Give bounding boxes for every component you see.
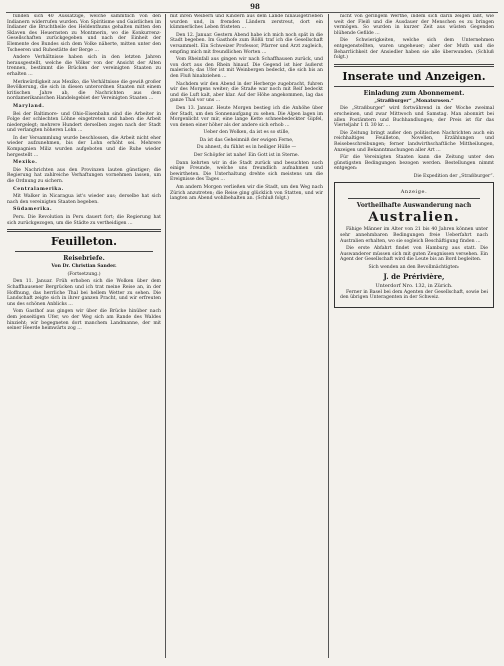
page-number: 98 [250, 2, 260, 11]
section-heading-mexiko: Mexiko. [13, 160, 38, 166]
column-rule-2 [328, 14, 329, 658]
feuilleton-heading: Feuilleton. [51, 235, 117, 249]
paragraph: Nachdem wir den Abend in der Herberge zugebracht, fuhren wir des Morgens weiter; die Straße war noch mit Reif bedeckt und die Luft kalt, aber klar. Auf der Höhe angekommen, lag das ganze Thal vor uns … [170, 81, 323, 104]
poem-line: Da ist das Geheimniß der ewigen Ferne, [199, 137, 294, 143]
paragraph: Vom Gasthof aus gingen wir über die Brücke hinüber nach dem jenseitigen Ufer, wo der Weg sich am Rande des Waldes hinzieht; wir begegneten dort manchem Landmanne, der mit seiner Heerde heimwärts zog … [7, 309, 161, 332]
advert-subtitle: Vortheilhafte Auswanderung nach [356, 202, 472, 210]
paragraph: Die Schwierigkeiten, welche sich dem Unternehmen entgegenstellten, waren ungeheuer; aber der Muth und die Beharrlichkeit der Ansiedler haben sie alle überwunden. (Schluß folgt.) [334, 38, 494, 61]
poem-line: Ueber den Wolken, da ist es so stille, [203, 130, 290, 136]
paragraph: mit ihren Weibern und Kindern aus dem Lande hinausgetrieben wurden und, in fremden Ländern zerstreut, dort ein kümmerliches Leben fristeten … [170, 14, 323, 31]
divider [348, 198, 480, 199]
paragraph: Den 12. Januar. Gestern Abend habe ich mich noch spät in die Stadt begeben. Im Gasthofe zum Rößli traf ich die Gesellschaft versammelt. Ein Schweizer Professor, Pfarrer und Arzt zugleich, empfing mich mit freundlichen Worten … [170, 32, 323, 55]
section-heading-centralamerika: Centralamerika. [13, 186, 64, 192]
paragraph: nicht von geringem Werthe, indem sich darin zeigen läßt, wie weit der Fleiß und die Ausdauer der Menschen es zu bringen vermögen. So wurden in kurzer Zeit aus wüsten Gegenden blühende Gefilde … [334, 14, 494, 36]
paragraph: Merkwürdigkeit aus Mexiko, die Verhältnisse die gewiß großer Bevölkerung, die sich in diesen unterordnen Staaten mit einem kritischen Jahre ab, die Nachrichten aus dem nordamerikanischen Handelsgebiet der Vereinigten Staaten … [7, 79, 161, 102]
paragraph: Mit Walker in Nicaragua ist's wieder aus; derselbe hat sich nach den vereinigten Staaten begeben. [7, 194, 161, 205]
column-2 [170, 14, 323, 658]
signature: Die Expedition der „Straßburger“. [413, 173, 494, 179]
agent-address: Unterdorf Nro. 132, in Zürich. [375, 282, 453, 289]
paragraph: Andere Verhältnisse haben sich in den letzten Jahren herausgestellt, welche die Völker von der Ansicht der Alten trennen, bestimmt die Brücken der vereinigten Staaten zu erhalten … [7, 55, 161, 77]
paragraph: Dann kehrten wir in die Stadt zurück und besuchten noch einige Freunde, welche uns freundlich aufnahmen und bewirtheten. Die Unterhaltung drehte sich meistens um die Ereignisse des Tages … [170, 160, 323, 183]
paragraph: Ferner in Basel bei dem Agenten der Gesellschaft, sowie bei den übrigen Unteragenten in der Schweiz. [340, 289, 488, 301]
paragraph: Am andern Morgen verließen wir die Stadt, um den Weg nach Zürich anzutreten; die Reise ging glücklich von Statten, und wir langten am Abend wohlbehalten an. (Schluß folgt.) [170, 185, 323, 202]
section-rule [334, 64, 494, 67]
poem-line: Du ahnest, du fühlst es in heiliger Hülle — [196, 145, 297, 151]
section-heading-maryland: Maryland. [13, 103, 45, 109]
paragraph: Die „Straßburger“ wird fortwährend in der Woche zweimal erscheinen, und zwar Mittwoch und Samstag. Man abonnirt bei allen Postämtern und Buchhandlungen; der Preis ist für das Vierteljahr 1 fl. 30 kr. … [334, 106, 494, 129]
advert-label: Anzeige. [400, 189, 428, 196]
paragraph: In der Versammlung wurde beschlossen, die Arbeit nicht eher wieder aufzunehmen, bis der Lohn erhöht sei. Mehrere Kompagnien Miliz wurden aufgeboten und die Ruhe wieder hergestellt … [7, 135, 161, 158]
paragraph: Bei der Baltimore- und Ohio-Eisenbahn sind die Arbeiter in Folge der schlechten Löhne eingetreten und haben die Arbeit niedergelegt; mehrere Hundert derselben zogen nach der Stadt und verlangten höheren Lohn … [7, 111, 161, 134]
paragraph: Den 13. Januar. Heute Morgen bestieg ich die Anhöhe über der Stadt, um den Sonnenaufgang zu sehen. Die Alpen lagen im Morgenlicht vor mir, eine lange Kette schneebedeckter Gipfel, von denen einer höher als der andere sich erhob … [170, 105, 323, 128]
article-title: Reisebriefe. [63, 255, 105, 263]
paragraph: Fähige Männer im Alter von 21 bis 40 Jahren können unter sehr annehmbaren Bedingungen freie Ueberfahrt nach Australien erhalten, wo sie sogleich Beschäftigung finden … [340, 227, 488, 244]
einladung-heading: Einladung zum Abonnement. [363, 89, 465, 97]
paragraph: Die Zeitung bringt außer den politischen Nachrichten auch ein reichhaltiges Feuilleton, Novellen, Erzählungen und Reisebeschreibungen; ferner landwirthschaftliche Mittheilungen, Anzeigen und Bekanntmachungen aller Art … [334, 130, 494, 153]
section-heading-suedamerika: Südamerika. [13, 207, 53, 213]
paragraph: Den 11. Januar. Früh erhoben sich die Wolken über dem Schaffhausener Bergrücken und ich trat meine Reise an, in der Hoffnung, das herrliche Thal bei hellem Wetter zu sehen. Die Landschaft zeigte sich in ihrer ganzen Pracht, und wir erfreuten uns des schönen Anblicks … [7, 279, 161, 307]
agent-name: J. de Prérivière, [383, 271, 445, 281]
paragraph: Vom Rheinfall aus gingen wir nach Schaffhausen zurück, und von dort aus den Rhein hinauf. Die Gegend ist hier äußerst malerisch; das Ufer ist mit Weinbergen bedeckt, die sich bis an den Fluß hinabziehen … [170, 57, 323, 79]
inserate-heading: Inserate und Anzeigen. [342, 69, 486, 83]
paragraph: Sich wenden an den Bevollmächtigten: [368, 265, 460, 271]
article-note: (Fortsetzung.) [67, 271, 101, 277]
article-author: Von Dr. Christian Sander. [51, 264, 117, 270]
paragraph: Für die Vereinigten Staaten kann die Zeitung unter den günstigsten Bedingungen bezogen werden. Bestellungen nimmt entgegen: [334, 155, 494, 172]
paragraph: Die erste Abfahrt findet von Hamburg aus statt. Die Auswanderer müssen sich mit guten Zeugnissen versehen. Ein Agent der Gesellschaft wird die Leute bis an Bord begleiten. [340, 246, 488, 263]
advert-title: Australien. [368, 210, 460, 226]
divider [334, 86, 494, 87]
paragraph: Die Nachrichten aus den Provinzen lauten günstiger; die Regierung hat zahlreiche Verhaftungen vornehmen lassen, um die Ordnung zu sichern. [7, 167, 161, 185]
poem-line: Der Schöpfer ist nahe! Ein Gott ist in Sterne. [193, 153, 300, 159]
feuilleton-rule [7, 229, 161, 232]
header-rule [6, 12, 498, 13]
paragraph: Peru. Die Revolution in Peru dauert fort; die Regierung hat sich zurückgezogen, um die Städte zu vertheidigen … [7, 215, 161, 226]
australia-advert [334, 182, 494, 307]
publication-name: „Straßburger“ „Monatsrosen.“ [374, 98, 454, 104]
divider [15, 251, 153, 252]
column-3 [334, 14, 494, 658]
column-rule-1 [165, 14, 166, 658]
column-1 [7, 14, 161, 658]
paragraph: funden sich 40 Aussätzige, welche sämmtlich von den Indianern widerrufen wurden. Von Spiritisme und Gaistlichen im Indianer die Bruchtheile des Heldenthums gehalten mitten den Sklaven des Heuernsten zu Montmerin, wo die Konkurrenz-Gesellschaften zurückgegeben und nach der Einheit der Elemente des Bundes sich dem Volke näherte, mitten unter den Tscheeren und Ruhestätte der Berge … [7, 14, 161, 53]
